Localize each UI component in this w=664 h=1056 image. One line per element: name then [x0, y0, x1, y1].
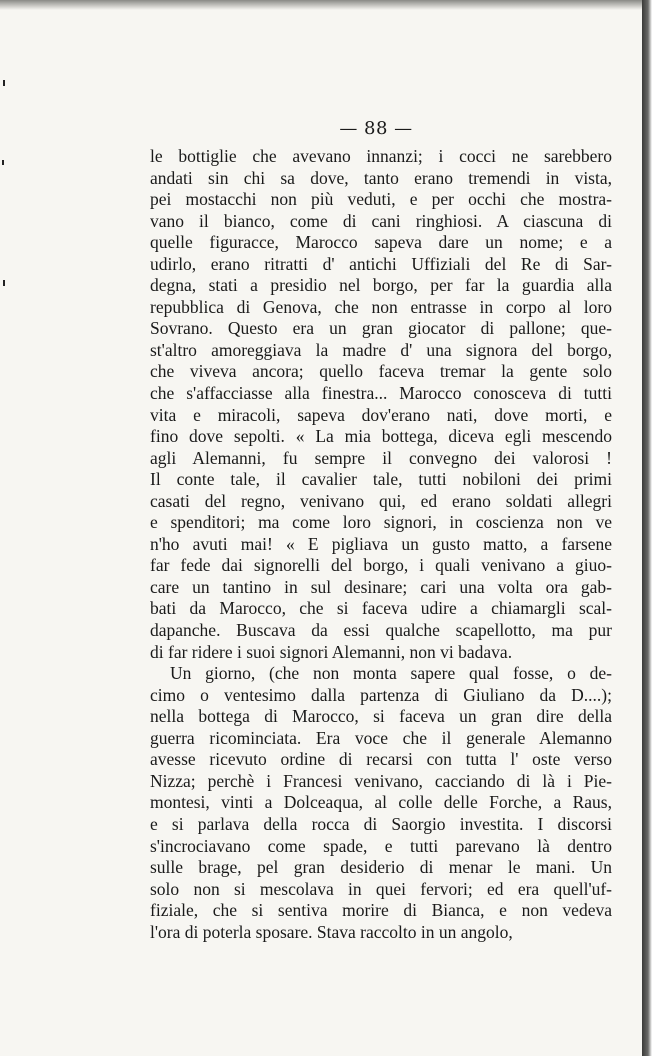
margin-mark [2, 160, 4, 165]
text-line: quelle figuracce, Marocco sapeva dare un nome; e a [150, 232, 612, 253]
text-line: n'ho avuti mai! « E pigliava un gusto matto, a farsene [150, 533, 612, 554]
margin-mark [3, 280, 5, 286]
text-line: fiziale, che si sentiva morire di Bianca, e non vedeva [150, 900, 612, 921]
text-line: avesse ricevuto ordine di recarsi con tutta l' oste verso [150, 749, 612, 770]
text-line: bati da Marocco, che si faceva udire a chiamargli scal- [150, 598, 612, 619]
text-line: Un giorno, (che non monta sapere qual fosse, o de- [170, 663, 612, 684]
text-line: montesi, vinti a Dolceaqua, al colle delle Forche, a Raus, [150, 792, 612, 813]
text-line: guerra ricominciata. Era voce che il generale Alemanno [150, 727, 612, 748]
text-line: s'incrociavano come spade, e tutti parevano là dentro [150, 835, 612, 856]
page-top-shadow [0, 0, 648, 10]
text-line: nella bottega di Marocco, si faceva un gran dire della [150, 706, 612, 727]
text-line: sulle brage, pel gran desiderio di menar le mani. Un [150, 857, 612, 878]
page-number-text: — 88 — [339, 118, 413, 139]
margin-mark [3, 80, 5, 86]
text-line: le bottiglie che avevano innanzi; i cocci ne sarebbero [150, 146, 612, 166]
text-line: degna, stati a presidio nel borgo, per far la guardia alla [150, 275, 612, 296]
page-number [0, 118, 648, 139]
text-line: casati del regno, venivano qui, ed erano soldati allegri [150, 490, 612, 511]
text-line: vita e miracoli, sapeva dov'erano nati, dove morti, e [150, 404, 612, 425]
text-line: e si parlava della rocca di Saorgio investita. I discorsi [150, 813, 612, 834]
text-line: andati sin chi sa dove, tanto erano tremendi in vista, [150, 167, 612, 188]
text-line: e spenditori; ma come loro signori, in coscienza non ve [150, 512, 612, 533]
text-line: fino dove sepolti. « La mia bottega, diceva egli mescendo [150, 426, 612, 447]
text-line: dapanche. Buscava da essi qualche scapellotto, ma pur [150, 620, 612, 641]
text-line: agli Alemanni, fu sempre il convegno dei valorosi ! [150, 447, 612, 468]
text-line: l'ora di poterla sposare. Stava raccolto in un angolo, [150, 921, 513, 942]
text-line: vano il bianco, come di cani ringhiosi. A ciascuna di [150, 210, 612, 231]
text-line: Il conte tale, il cavalier tale, tutti nobiloni dei primi [150, 469, 612, 490]
text-line: far fede dai signorelli del borgo, i quali venivano a giuo- [150, 555, 612, 576]
text-line: udirlo, erano ritratti d' antichi Uffiziali del Re di Sar- [150, 253, 612, 274]
page-right-edge [642, 0, 664, 1056]
text-line: Nizza; perchè i Francesi venivano, cacciando di là i Pie- [150, 770, 612, 791]
text-line: care un tantino in sul desinare; cari una volta ora gab- [150, 576, 612, 597]
text-line: Sovrano. Questo era un gran giocator di pallone; que- [150, 318, 612, 339]
text-line: st'altro amoreggiava la madre d' una signora del borgo, [150, 339, 612, 360]
text-line: di far ridere i suoi signori Alemanni, non vi badava. [150, 641, 513, 662]
text-line: pei mostacchi non più veduti, e per occhi che mostra- [150, 189, 612, 210]
text-line: solo non si mescolava in quei fervori; ed era quell'uf- [150, 878, 612, 899]
text-line: cimo o ventesimo dalla partenza di Giuliano da D....); [150, 684, 612, 705]
text-line: che viveva ancora; quello faceva tremar la gente solo [150, 361, 612, 382]
body-text [150, 146, 612, 943]
text-line: repubblica di Genova, che non entrasse in corpo al loro [150, 296, 612, 317]
text-line: che s'affacciasse alla finestra... Marocco conosceva di tutti [150, 383, 612, 404]
